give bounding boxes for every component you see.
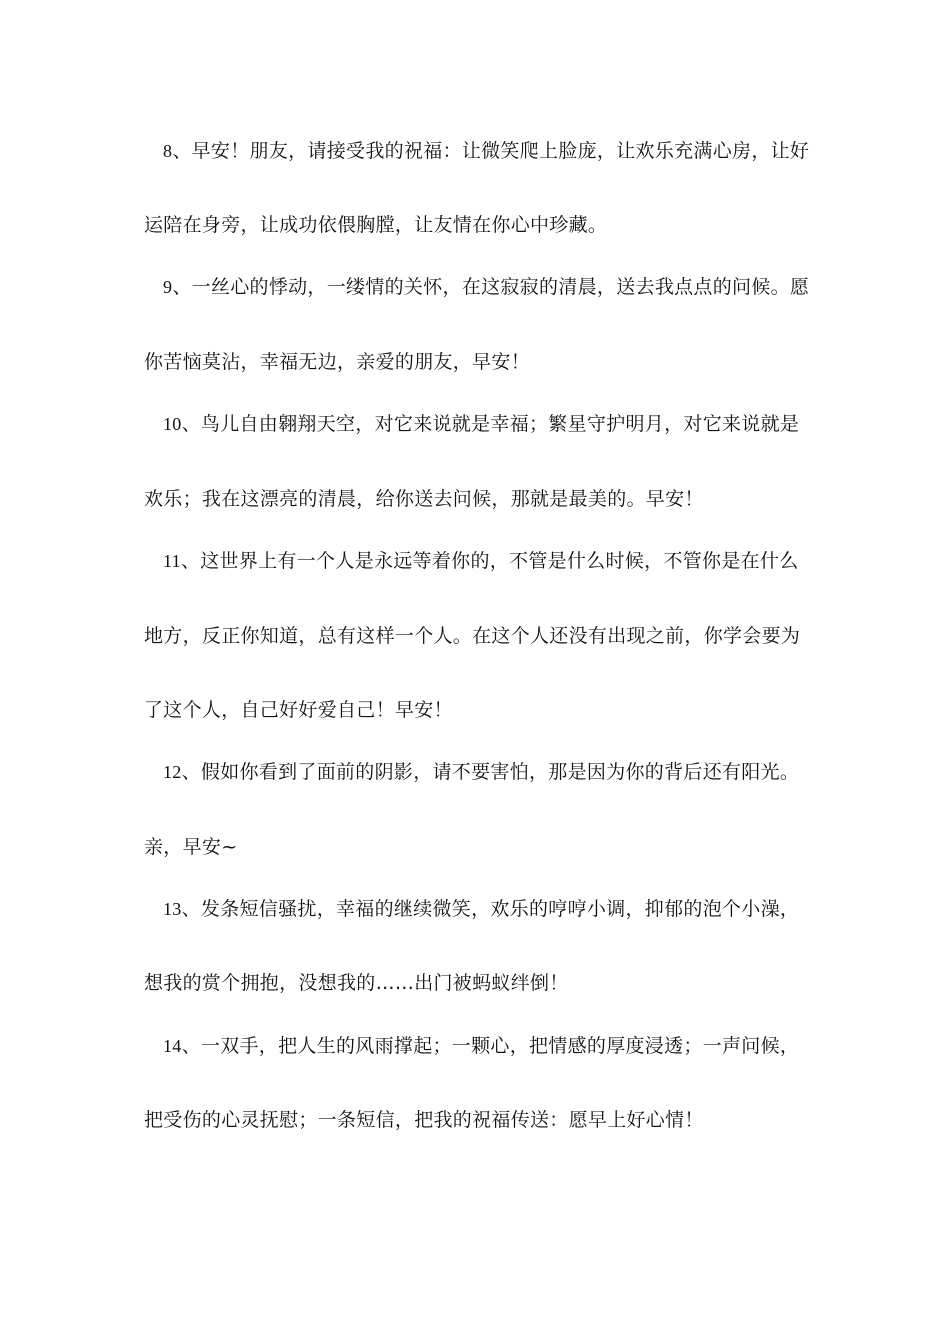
paragraph-text: 你苦恼莫沾，幸福无边，亲爱的朋友，早安！ [144, 351, 531, 373]
paragraph-13-line-2 [144, 970, 824, 996]
paragraph-11-line-3 [144, 697, 824, 723]
paragraph-text: 想我的赏个拥抱，没想我的……出门被蚂蚁绊倒！ [144, 972, 569, 994]
paragraph-9-line-1 [163, 274, 843, 300]
item-number: 10 [163, 414, 182, 434]
paragraph-10-line-2 [144, 486, 824, 512]
paragraph-11-line-2 [144, 623, 824, 649]
paragraph-12-line-2 [144, 834, 824, 860]
paragraph-11-line-1 [163, 548, 843, 574]
paragraph-text: 、一双手，把人生的风雨撑起；一颗心，把情感的厚度浸透；一声问候， [181, 1035, 800, 1057]
paragraph-10-line-1 [163, 411, 843, 437]
paragraph-text: 、鸟儿自由翱翔天空，对它来说就是幸福；繁星守护明月，对它来说就是 [181, 413, 800, 435]
paragraph-text: 、假如你看到了面前的阴影，请不要害怕，那是因为你的背后还有阳光。 [181, 761, 800, 783]
paragraph-text: 、一丝心的悸动，一缕情的关怀，在这寂寂的清晨，送去我点点的问候。愿 [172, 276, 810, 298]
paragraph-text: 、这世界上有一个人是永远等着你的，不管是什么时候，不管你是在什么 [180, 550, 799, 572]
paragraph-8-line-1 [163, 138, 843, 164]
paragraph-14-line-2 [144, 1107, 824, 1133]
item-number: 8 [163, 141, 173, 161]
item-number: 14 [163, 1036, 182, 1056]
paragraph-text: 地方，反正你知道，总有这样一个人。在这个人还没有出现之前，你学会要为 [144, 625, 801, 647]
item-number: 9 [163, 277, 173, 297]
paragraph-text: 运陪在身旁，让成功依偎胸膛，让友情在你心中珍藏。 [144, 214, 608, 236]
item-number: 11 [163, 551, 181, 571]
paragraph-text: 欢乐；我在这漂亮的清晨，给你送去问候，那就是最美的。早安！ [144, 488, 704, 510]
paragraph-12-line-1 [163, 759, 843, 785]
paragraph-text: 、早安！朋友，请接受我的祝福：让微笑爬上脸庞，让欢乐充满心房，让好 [172, 140, 810, 162]
paragraph-9-line-2 [144, 349, 824, 375]
paragraph-8-line-2 [144, 212, 824, 238]
paragraph-text: 了这个人，自己好好爱自己！早安！ [144, 699, 453, 721]
item-number: 12 [163, 762, 182, 782]
paragraph-14-line-1 [163, 1033, 843, 1059]
paragraph-13-line-1 [163, 896, 843, 922]
item-number: 13 [163, 899, 182, 919]
paragraph-text: 、发条短信骚扰，幸福的继续微笑，欢乐的哼哼小调，抑郁的泡个小澡， [181, 898, 800, 920]
paragraph-text: 亲，早安~ [144, 836, 238, 858]
paragraph-text: 把受伤的心灵抚慰；一条短信，把我的祝福传送：愿早上好心情！ [144, 1109, 704, 1131]
